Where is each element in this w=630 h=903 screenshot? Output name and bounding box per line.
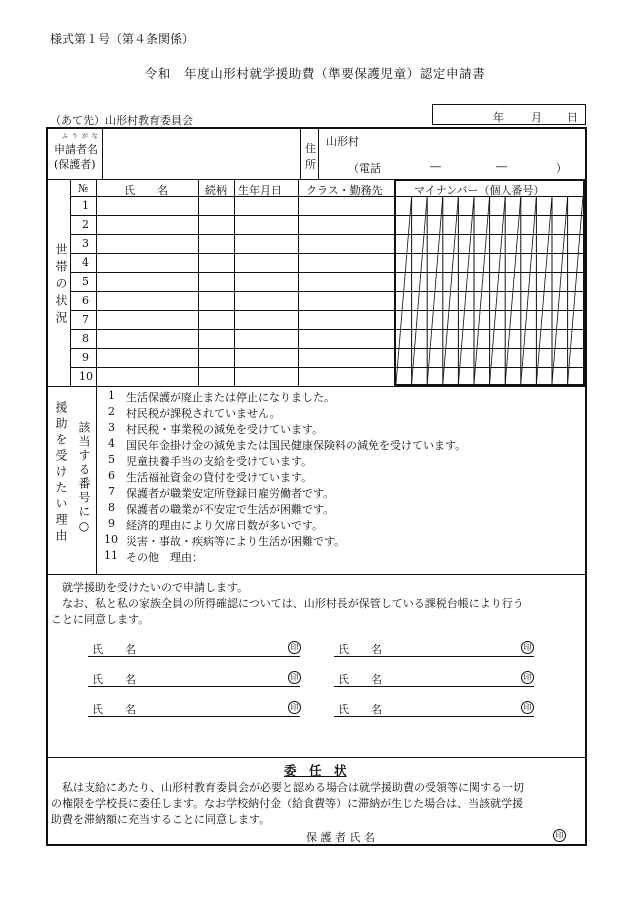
reason-text: 児童扶養手当の支給を受けています。 xyxy=(126,455,313,468)
col-class-header: クラス・勤務先 xyxy=(306,184,383,197)
reason-number[interactable]: 9 xyxy=(108,517,115,530)
col-name-header: 氏 名 xyxy=(124,184,168,197)
application-form xyxy=(46,127,587,846)
signature-name-label: 氏 名 xyxy=(338,643,382,656)
guardian-name-label: 保 護 者 氏 名 xyxy=(306,831,375,844)
address-label-1: 住 xyxy=(305,142,316,155)
row-number: 2 xyxy=(82,218,89,231)
row-number: 5 xyxy=(82,275,89,288)
col-birth-header: 生年月日 xyxy=(238,184,282,197)
reason-text: 保護者の職業が不安定で生活が困難です。 xyxy=(126,503,335,516)
consent-line-1: 就学援助を受けたいので申請します。 xyxy=(62,581,249,594)
reason-number[interactable]: 1 xyxy=(108,389,115,402)
delegation-line-1: 私は支給にあたり、山形村教育委員会が必要と認める場合は就学援助費の受領等に関する一切 xyxy=(62,781,524,794)
col-relation-header: 続柄 xyxy=(205,184,227,197)
phone-dash-2: ― xyxy=(496,160,507,173)
delegation-title: 委 任 状 xyxy=(284,763,347,778)
seal-mark: 印 xyxy=(521,671,534,684)
row-number: 10 xyxy=(79,370,93,383)
signature-name-label: 氏 名 xyxy=(92,643,136,656)
phone-label: （電話 xyxy=(348,162,381,175)
mynumber-grid xyxy=(396,196,583,384)
date-day-label: 日 xyxy=(567,111,578,124)
reason-number[interactable]: 7 xyxy=(108,485,115,498)
row-number: 7 xyxy=(82,313,89,326)
reason-text: 村民税が課税されていません。 xyxy=(126,407,281,420)
date-field[interactable] xyxy=(432,104,586,125)
applicant-name-label: 申請者名 xyxy=(54,143,98,156)
reason-number[interactable]: 5 xyxy=(108,453,115,466)
reason-text: 経済的理由により欠席日数が多いです。 xyxy=(126,519,324,532)
reason-number[interactable]: 8 xyxy=(108,501,115,514)
reason-number[interactable]: 6 xyxy=(108,469,115,482)
row-number: 6 xyxy=(82,294,89,307)
guardian-name-field[interactable] xyxy=(398,826,518,842)
signature-name-label: 氏 名 xyxy=(338,703,382,716)
seal-mark: 印 xyxy=(521,701,534,714)
furigana-label: ふ り が な xyxy=(62,133,99,140)
consent-line-3: ことに同意します。 xyxy=(51,613,150,626)
reason-number[interactable]: 4 xyxy=(108,437,115,450)
seal-mark: 印 xyxy=(288,701,301,714)
row-number: 9 xyxy=(82,351,89,364)
col-mynumber-header: マイナンバー（個人番号） xyxy=(414,184,545,197)
row-number: 3 xyxy=(82,237,89,250)
reason-number[interactable]: 11 xyxy=(104,549,118,562)
page-title: 令和 年度山形村就学援助費（準要保護児童）認定申請書 xyxy=(144,66,486,81)
delegation-line-2: の権限を学校長に委任します。なお学校納付金（給食費等）に滞納が生じた場合は、当該就学援 xyxy=(51,797,524,810)
address-prefix: 山形村 xyxy=(326,135,359,148)
phone-close: ） xyxy=(556,162,567,175)
signature-name-label: 氏 名 xyxy=(92,673,136,686)
date-year-label: 年 xyxy=(493,111,504,124)
form-number: 様式第１号（第４条関係） xyxy=(50,32,195,46)
seal-mark: 印 xyxy=(521,641,534,654)
addressee: （あて先）山形村教育委員会 xyxy=(50,114,193,127)
consent-line-2: なお、私と私の家族全員の所得確認については、山形村長が保管している課税台帳により行う xyxy=(62,597,524,610)
reason-number[interactable]: 10 xyxy=(104,533,118,546)
seal-mark: 印 xyxy=(553,829,566,842)
seal-mark: 印 xyxy=(288,671,301,684)
address-label-2: 所 xyxy=(305,158,316,171)
reason-text: その他 理由： xyxy=(126,551,203,564)
signature-name-label: 氏 名 xyxy=(92,703,136,716)
reason-text: 災害・事故・疾病等により生活が困難です。 xyxy=(126,535,346,548)
reason-text: 保護者が職業安定所登録日雇労働者です。 xyxy=(126,487,335,500)
reasons-section-label: 援助を受けたい理由 xyxy=(54,401,68,545)
date-month-label: 月 xyxy=(531,111,542,124)
reason-text: 生活保護が廃止または停止になりました。 xyxy=(126,391,335,404)
reason-number[interactable]: 3 xyxy=(108,421,115,434)
applicant-name-field[interactable] xyxy=(108,132,298,176)
reason-text: 村民税・事業税の減免を受けています。 xyxy=(126,423,324,436)
col-no-header: № xyxy=(78,182,89,195)
signature-name-label: 氏 名 xyxy=(338,673,382,686)
delegation-line-3: 助費を滞納額に充当することに同意します。 xyxy=(51,813,271,826)
phone-dash-1: ― xyxy=(430,160,441,173)
reason-number[interactable]: 2 xyxy=(108,405,115,418)
reason-text: 国民年金掛け金の減免または国民健康保険料の減免を受けています。 xyxy=(126,439,467,452)
reason-text: 生活福祉資金の貸付を受けています。 xyxy=(126,471,313,484)
row-number: 8 xyxy=(82,332,89,345)
seal-mark: 印 xyxy=(288,641,301,654)
household-section-label: 世帯の状況 xyxy=(54,243,68,328)
row-number: 4 xyxy=(82,256,89,269)
guardian-label: (保護者) xyxy=(54,158,96,171)
row-number: 1 xyxy=(82,199,89,212)
reasons-sub-label: 該当する番号に○ xyxy=(77,421,91,535)
